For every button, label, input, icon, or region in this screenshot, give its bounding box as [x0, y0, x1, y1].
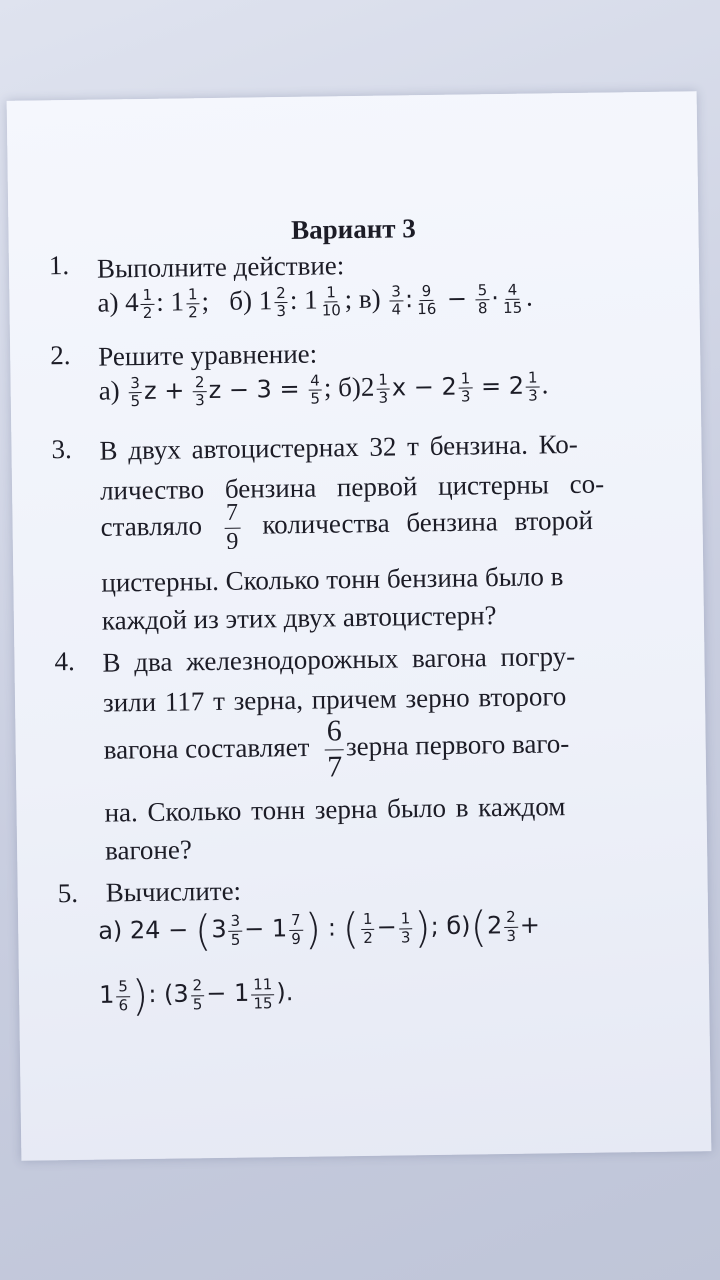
numerator: 1	[376, 372, 390, 390]
denominator: 15	[253, 993, 273, 1013]
fraction	[526, 369, 540, 405]
math-symbol: −	[376, 912, 397, 941]
fraction	[193, 374, 207, 410]
task-1-expression: а) 4 $\frac{1}{2}$ : 1 $\frac{1}{2}$ ; б) 1 $\frac{2}{3}$ : 1 $\frac{1}{10}$ ; в) $\frac{3}{4}$ : $\frac{9}{16}$ − $\frac{5}{8}$ · $\frac{4}{15}$ .	[97, 280, 534, 323]
denominator: 5	[310, 389, 321, 408]
fraction	[504, 909, 518, 945]
fraction	[289, 912, 303, 948]
task-4-line-2: зили 117 т зерна, причем зерно второго	[102, 681, 567, 718]
expr-text: : 1	[156, 286, 185, 317]
task-1-text: Выполните действие:	[96, 250, 345, 284]
task-2-number: 2.	[49, 340, 71, 371]
task-5-expression-line-2	[98, 970, 294, 1021]
math-symbol: −	[446, 284, 468, 313]
numerator: 3	[128, 375, 142, 393]
denominator: 3	[506, 926, 517, 945]
numerator: 3	[228, 913, 242, 931]
denominator: 7	[327, 749, 343, 783]
denominator: 6	[118, 995, 129, 1014]
fraction	[228, 913, 242, 949]
numerator: 3	[389, 283, 403, 301]
denominator: 9	[226, 528, 239, 555]
denominator: 8	[477, 299, 488, 318]
denominator: 3	[528, 386, 538, 405]
denominator: 5	[130, 392, 141, 411]
denominator: 3	[400, 927, 411, 946]
numerator: 1	[399, 911, 413, 929]
math-symbol: − 1	[243, 914, 288, 943]
fraction	[140, 287, 154, 323]
numerator: 7	[289, 912, 303, 930]
task-4-fraction	[325, 714, 345, 784]
fraction	[459, 370, 473, 406]
worksheet-paper	[7, 91, 712, 1161]
math-symbol: 3	[211, 915, 227, 944]
task-2-expression: а) $\frac{3}{5}$ z + $\frac{2}{3}$ z − 3 = $\frac{4}{5}$ ; б)2 $\frac{1}{3}$ x − 2 $\frac{1}{3}$ = 2 $\frac{1}{3}$ .	[98, 368, 549, 411]
denominator: 2	[142, 304, 153, 323]
math-symbol: z +	[143, 376, 185, 405]
math-symbol: (	[194, 906, 212, 956]
task-4-line-4: на. Сколько тонн зерна было в каждом	[104, 791, 566, 828]
fraction	[415, 283, 439, 319]
math-symbol: − 1	[206, 978, 250, 1008]
math-symbol: +	[519, 910, 541, 939]
fraction	[376, 372, 390, 408]
expr-text: а) 4	[97, 286, 139, 318]
task-4-line-5: вагоне?	[104, 834, 193, 866]
task-3-line-4: цистерны. Сколько тонн бензина было в	[101, 561, 564, 598]
numerator: 1	[186, 286, 200, 304]
math-symbol: : (3	[148, 979, 189, 1009]
numerator: 11	[251, 976, 274, 995]
math-symbol: (	[470, 902, 488, 952]
expr-text: б) 1	[229, 285, 273, 316]
expr-text: : 1	[289, 284, 318, 315]
numerator: 1	[459, 370, 473, 388]
math-symbol: ).	[276, 978, 294, 1007]
fraction	[186, 286, 200, 322]
task-3-line-5: каждой из этих двух автоцистерн?	[101, 600, 497, 636]
denominator: 9	[291, 929, 301, 948]
fraction	[501, 282, 525, 318]
math-symbol: :	[404, 285, 414, 314]
numerator: 5	[116, 978, 130, 996]
numerator: 6	[325, 714, 344, 750]
math-symbol: )	[413, 903, 432, 953]
denominator: 2	[188, 303, 198, 322]
fraction	[190, 977, 204, 1013]
numerator: 4	[308, 372, 322, 390]
numerator: 2	[504, 909, 518, 927]
numerator: 1	[526, 369, 540, 387]
numerator: 1	[361, 911, 375, 929]
denominator: 3	[378, 388, 389, 407]
numerator: 2	[190, 977, 204, 995]
task-1-number: 1.	[48, 250, 70, 281]
denominator: 5	[192, 994, 203, 1013]
expr-text: ;	[201, 286, 210, 317]
task-4-number: 4.	[54, 645, 75, 677]
denominator: 3	[460, 387, 471, 406]
denominator: 3	[195, 391, 205, 410]
fraction	[476, 282, 490, 318]
numerator: 2	[274, 285, 288, 303]
fraction	[361, 911, 375, 947]
math-symbol: 1	[98, 980, 115, 1009]
denominator: 2	[363, 928, 373, 947]
fraction	[319, 284, 343, 320]
denominator: 5	[230, 930, 241, 949]
task-3-line-1: В двух автоцистернах 32 т бензина. Ко-	[99, 428, 578, 466]
denominator: 4	[391, 300, 402, 319]
fraction	[274, 285, 288, 321]
fraction	[116, 978, 130, 1014]
task-2-text: Решите уравнение:	[98, 338, 318, 372]
fraction	[308, 372, 322, 408]
numerator: 2	[193, 374, 207, 392]
math-symbol: а) 24 −	[98, 915, 189, 945]
numerator: 5	[476, 282, 490, 300]
task-5-number: 5.	[57, 877, 79, 909]
task-3-number: 3.	[51, 433, 72, 465]
math-symbol: ·	[491, 283, 500, 313]
numerator: 1	[140, 287, 154, 305]
math-symbol: z − 3 =	[208, 374, 300, 405]
math-symbol: = 2	[480, 371, 525, 401]
numerator: 1	[324, 284, 338, 302]
task-5-text: Вычислите:	[105, 875, 242, 908]
math-symbol: x − 2	[391, 372, 457, 402]
fraction	[128, 375, 142, 411]
math-symbol: )	[131, 970, 149, 1021]
fraction	[251, 976, 275, 1012]
numerator: 9	[420, 283, 434, 301]
page-title: Вариант 3	[290, 213, 416, 245]
math-symbol: )	[304, 904, 322, 954]
fraction	[399, 911, 413, 947]
numerator: 7	[224, 500, 240, 529]
fraction	[389, 283, 403, 319]
denominator: 10	[321, 301, 341, 320]
math-symbol: 2	[486, 911, 503, 940]
numerator: 4	[506, 282, 520, 300]
task-5-expression-line-1	[98, 902, 541, 956]
denominator: 3	[276, 302, 287, 321]
task-4-line-3: вагона составляет $\frac{6}{7}$ зерна первого ваго-	[103, 714, 570, 783]
math-symbol: ; б)	[430, 911, 471, 941]
task-3-fraction	[224, 500, 241, 556]
math-symbol: (	[342, 904, 360, 954]
math-symbol: :	[327, 913, 337, 942]
task-4-line-1: В два железнодорожных вагона погру-	[102, 640, 576, 678]
denominator: 16	[417, 300, 437, 319]
task-3-line-3: ставляло $\frac{7}{9}$ количества бензина второй	[100, 499, 594, 555]
task-3-line-2: личество бензина первой цистерны со-	[99, 468, 605, 506]
denominator: 15	[502, 298, 523, 318]
expr-text: ; в)	[344, 283, 381, 315]
